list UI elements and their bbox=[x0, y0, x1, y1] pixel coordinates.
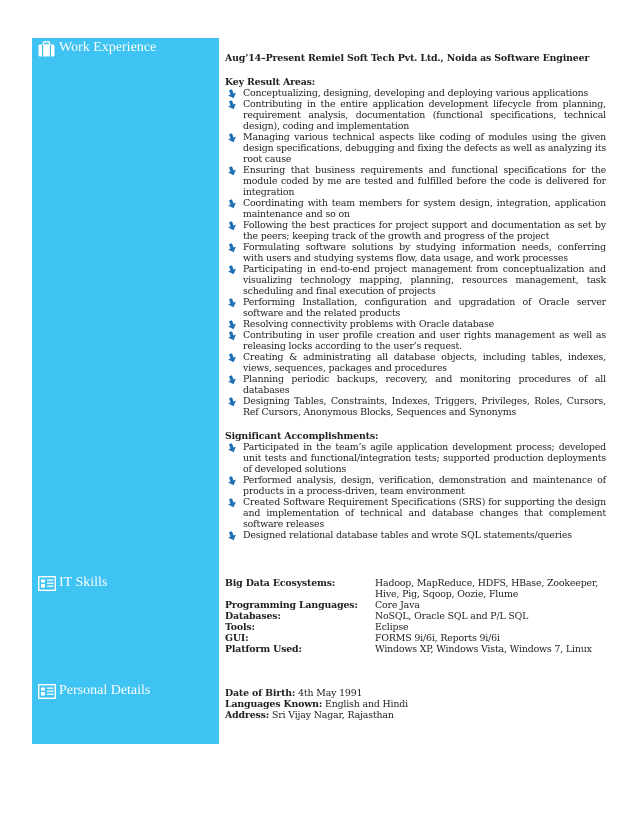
list-item bbox=[225, 132, 606, 165]
arrow-bullet-icon bbox=[227, 298, 237, 308]
list-item-text: Managing various technical aspects like coding of modules using the given design specifications, debugging and fixing the defects as well as analyzing its root cause bbox=[243, 132, 606, 165]
list-item bbox=[225, 297, 606, 319]
personal-label: Address: bbox=[225, 710, 270, 721]
personal-label: Languages Known: bbox=[225, 699, 323, 710]
list-item bbox=[225, 352, 606, 374]
skill-label: Databases: bbox=[225, 611, 281, 622]
arrow-bullet-icon bbox=[227, 243, 237, 253]
list-item-text: Planning periodic backups, recovery, and monitoring procedures of all databases bbox=[243, 374, 606, 396]
list-item-text: Coordinating with team members for system design, integration, application maintenance and so on bbox=[243, 198, 606, 220]
list-item-text: Following the best practices for project support and documentation as set by the peers; keeping track of the growth and progress of the project bbox=[243, 220, 606, 242]
skill-label: Big Data Ecosystems: bbox=[225, 578, 336, 589]
arrow-bullet-icon bbox=[227, 320, 237, 330]
arrow-bullet-icon bbox=[227, 221, 237, 231]
skill-row bbox=[225, 611, 605, 622]
list-item bbox=[225, 165, 606, 198]
arrow-bullet-icon bbox=[227, 199, 237, 209]
section-title: Personal Details bbox=[59, 683, 151, 698]
skill-row bbox=[225, 600, 605, 611]
list-item-text: Ensuring that business requirements and functional specifications for the module coded by me are tested and fulfilled before the code is delivered for integration bbox=[243, 165, 606, 198]
personal-row bbox=[225, 710, 408, 721]
skill-row bbox=[225, 622, 605, 633]
arrow-bullet-icon bbox=[227, 353, 237, 363]
arrow-bullet-icon bbox=[227, 443, 237, 453]
personal-value: Sri Vijay Nagar, Rajasthan bbox=[271, 710, 394, 721]
list-item bbox=[225, 475, 606, 497]
skills-table bbox=[225, 578, 605, 655]
list-item bbox=[225, 396, 606, 418]
skill-label: Tools: bbox=[225, 622, 255, 633]
skill-row bbox=[225, 578, 605, 600]
kra-heading: Key Result Areas: bbox=[225, 77, 316, 88]
list-item-text: Designed relational database tables and wrote SQL statements/queries bbox=[243, 530, 572, 541]
list-item bbox=[225, 242, 606, 264]
section-personal-details bbox=[38, 683, 150, 699]
section-title: IT Skills bbox=[59, 575, 108, 590]
arrow-bullet-icon bbox=[227, 89, 237, 99]
list-item-text: Participated in the team’s agile application development process; developed unit tests and functional/integration tests; supported production deployments of developed solutions bbox=[243, 442, 606, 475]
personal-row bbox=[225, 699, 408, 710]
skill-label: Platform Used: bbox=[225, 644, 302, 655]
personal-value: 4th May 1991 bbox=[298, 688, 363, 699]
briefcase-icon bbox=[38, 41, 55, 56]
arrow-bullet-icon bbox=[227, 166, 237, 176]
arrow-bullet-icon bbox=[227, 331, 237, 341]
list-item bbox=[225, 442, 606, 475]
section-it-skills bbox=[38, 575, 107, 591]
list-item bbox=[225, 220, 606, 242]
list-item-text: Performed analysis, design, verification, demonstration and maintenance of products in a process-driven, team environment bbox=[243, 475, 606, 497]
skill-value: FORMS 9i/6i, Reports 9i/6i bbox=[375, 633, 500, 644]
list-item-text: Performing Installation, configuration and upgradation of Oracle server software and the related products bbox=[243, 297, 606, 319]
skill-value: NoSQL, Oracle SQL and P/L SQL bbox=[375, 611, 529, 622]
personal-value: English and Hindi bbox=[325, 699, 408, 710]
list-item-text: Created Software Requirement Specifications (SRS) for supporting the design and implementation of technical and database changes that complement software releases bbox=[243, 497, 606, 530]
skill-value: Hadoop, MapReduce, HDFS, HBase, Zookeeper, Hive, Pig, Sqoop, Oozie, Flume bbox=[375, 578, 599, 600]
skill-row bbox=[225, 633, 605, 644]
skill-label: Programming Languages: bbox=[225, 600, 358, 611]
accomplishments-list bbox=[225, 442, 606, 541]
list-item-text: Formulating software solutions by studying information needs, conferring with users and studying systems flow, data usage, and work processes bbox=[243, 242, 606, 264]
list-item-text: Resolving connectivity problems with Oracle database bbox=[243, 319, 495, 330]
arrow-bullet-icon bbox=[227, 375, 237, 385]
list-item-text: Contributing in the entire application development lifecycle from planning, requirement analysis, documentation (functional specifications, technical design), coding and implementation bbox=[243, 99, 606, 132]
skill-value: Windows XP, Windows Vista, Windows 7, Linux bbox=[375, 644, 592, 655]
list-item-text: Participating in end-to-end project management from conceptualization and visualizing technology mapping, planning, resources management, task scheduling and final execution of projects bbox=[243, 264, 606, 297]
arrow-bullet-icon bbox=[227, 476, 237, 486]
list-item bbox=[225, 319, 606, 330]
sidebar bbox=[32, 38, 219, 744]
list-item-text: Designing Tables, Constraints, Indexes, Triggers, Privileges, Roles, Cursors, Ref Cursors, Anonymous Blocks, Sequences and Synonyms bbox=[243, 396, 606, 418]
list-item-text: Contributing in user profile creation and user rights management as well as releasing locks according to the user’s request. bbox=[243, 330, 606, 352]
arrow-bullet-icon bbox=[227, 397, 237, 407]
accomplishments-heading: Significant Accomplishments: bbox=[225, 431, 379, 442]
list-item bbox=[225, 374, 606, 396]
arrow-bullet-icon bbox=[227, 265, 237, 275]
list-item-text: Creating & administrating all database objects, including tables, indexes, views, sequences, packages and procedures bbox=[243, 352, 606, 374]
arrow-bullet-icon bbox=[227, 133, 237, 143]
personal-row bbox=[225, 688, 408, 699]
list-item bbox=[225, 497, 606, 530]
list-item bbox=[225, 88, 606, 99]
job-title: Aug’14–Present Remiel Soft Tech Pvt. Ltd., Noida as Software Engineer bbox=[225, 53, 590, 64]
list-item bbox=[225, 198, 606, 220]
arrow-bullet-icon bbox=[227, 100, 237, 110]
personal-details bbox=[225, 688, 408, 721]
arrow-bullet-icon bbox=[227, 498, 237, 508]
skill-value: Eclipse bbox=[375, 622, 409, 633]
section-work-experience bbox=[38, 40, 156, 56]
section-title: Work Experience bbox=[59, 40, 157, 55]
list-item bbox=[225, 99, 606, 132]
list-item bbox=[225, 264, 606, 297]
id-card-icon bbox=[38, 576, 55, 591]
arrow-bullet-icon bbox=[227, 531, 237, 541]
list-item bbox=[225, 330, 606, 352]
skill-value: Core Java bbox=[375, 600, 420, 611]
skill-row bbox=[225, 644, 605, 655]
id-card-icon bbox=[38, 684, 55, 699]
list-item-text: Conceptualizing, designing, developing and deploying various applications bbox=[243, 88, 589, 99]
personal-label: Date of Birth: bbox=[225, 688, 296, 699]
kra-list bbox=[225, 88, 606, 418]
list-item bbox=[225, 530, 606, 541]
skill-label: GUI: bbox=[225, 633, 249, 644]
